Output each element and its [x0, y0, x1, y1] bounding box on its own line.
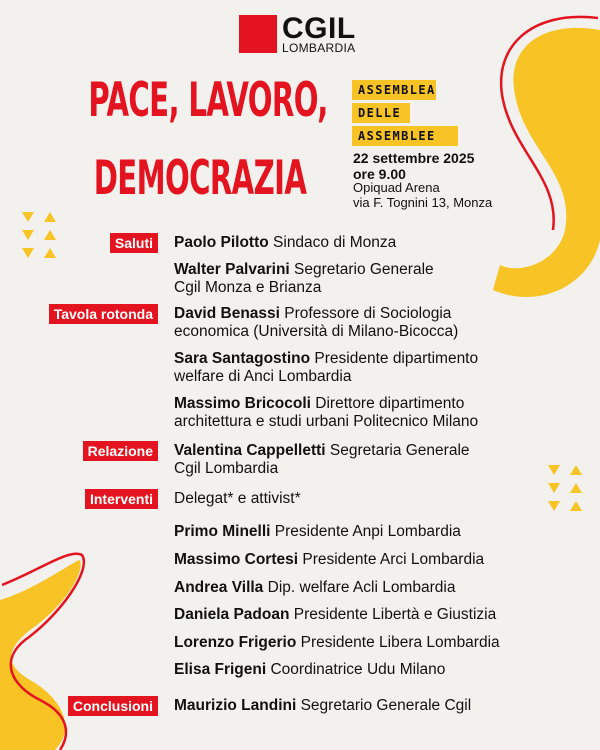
label-interventi: Interventi	[85, 489, 158, 509]
speaker-role: Segretario Generale Cgil	[300, 697, 472, 714]
top-right-swirl	[493, 28, 600, 297]
program-entry	[174, 579, 455, 597]
speaker-name: Walter Palvarini	[174, 261, 290, 278]
program-entry	[174, 442, 470, 478]
event-venue: Opiquad Arena	[353, 180, 440, 195]
speaker-role: Presidente dipartimento	[314, 350, 479, 367]
speaker-role: Presidente Anpi Lombardia	[274, 523, 461, 540]
speaker-name: Lorenzo Frigerio	[174, 634, 297, 651]
triangle-deco	[44, 248, 56, 258]
speaker-name: Primo Minelli	[174, 523, 271, 540]
triangle-deco	[548, 465, 560, 475]
speaker-role: Segretario Generale	[294, 261, 434, 278]
event-badge-3: ASSEMBLEE	[352, 126, 458, 146]
speaker-role: Presidente Arci Lombardia	[302, 551, 485, 568]
program-entry	[174, 551, 484, 569]
speaker-role: Direttore dipartimento	[315, 395, 465, 412]
triangle-deco	[570, 501, 582, 511]
speaker-role: Segretaria Generale	[329, 442, 470, 459]
speaker-role: Coordinatrice Udu Milano	[270, 661, 446, 678]
program-entry	[174, 697, 471, 715]
speaker-role: Presidente Libertà e Giustizia	[293, 606, 497, 623]
logo-square	[239, 15, 277, 53]
headline-line-1: PACE, LAVORO,	[88, 73, 328, 128]
triangle-deco	[570, 483, 582, 493]
program-entry	[174, 634, 500, 652]
event-badge-2: DELLE	[352, 103, 410, 123]
triangle-deco	[548, 501, 560, 511]
speaker-name: Massimo Cortesi	[174, 551, 299, 568]
event-address: via F. Tognini 13, Monza	[353, 195, 493, 210]
program-entry	[174, 350, 478, 386]
label-conclusioni: Conclusioni	[68, 696, 158, 716]
program-entry	[174, 305, 458, 341]
interventi-desc: Delegat* e attivist*	[174, 490, 301, 507]
event-time: ore 9.00	[353, 166, 406, 182]
label-tavola-rotonda: Tavola rotonda	[49, 304, 158, 324]
speaker-name: Andrea Villa	[174, 579, 264, 596]
speaker-role-line-2: architettura e studi urbani Politecnico Milano	[174, 413, 479, 430]
speaker-name: Paolo Pilotto	[174, 234, 269, 251]
program-entry	[174, 490, 301, 508]
triangle-deco	[548, 483, 560, 493]
speaker-role: Presidente Libera Lombardia	[300, 634, 500, 651]
program-entry	[174, 661, 445, 679]
speaker-role: Sindaco di Monza	[273, 234, 397, 251]
event-date: 22 settembre 2025	[353, 150, 475, 166]
triangle-deco	[22, 230, 34, 240]
speaker-role-line-2: welfare di Anci Lombardia	[174, 368, 352, 385]
triangle-deco	[44, 212, 56, 222]
label-saluti: Saluti	[110, 233, 158, 253]
speaker-name: Valentina Cappelletti	[174, 442, 326, 459]
triangle-deco	[22, 212, 34, 222]
label-relazione: Relazione	[83, 441, 158, 461]
triangle-deco	[22, 248, 34, 258]
triangle-deco	[570, 465, 582, 475]
logo-brand: CGIL	[282, 12, 356, 45]
event-badge-1: ASSEMBLEA	[352, 80, 436, 100]
logo-region: LOMBARDIA	[282, 41, 356, 55]
program-entry	[174, 606, 496, 624]
triangle-deco	[44, 230, 56, 240]
speaker-name: Daniela Padoan	[174, 606, 290, 623]
speaker-role-line-2: economica (Università di Milano-Bicocca)	[174, 323, 459, 340]
speaker-name: Massimo Bricocoli	[174, 395, 311, 412]
program-entry	[174, 234, 396, 252]
headline-line-2: DEMOCRAZIA	[93, 151, 307, 206]
program-entry	[174, 395, 478, 431]
program-entry	[174, 261, 434, 297]
program-entry	[174, 523, 461, 541]
speaker-name: Sara Santagostino	[174, 350, 311, 367]
speaker-role-line-2: Cgil Monza e Brianza	[174, 279, 322, 296]
speaker-name: Maurizio Landini	[174, 697, 297, 714]
speaker-role: Dip. welfare Acli Lombardia	[267, 579, 456, 596]
speaker-name: David Benassi	[174, 305, 280, 322]
speaker-name: Elisa Frigeni	[174, 661, 267, 678]
speaker-role: Professore di Sociologia	[284, 305, 452, 322]
speaker-role-line-2: Cgil Lombardia	[174, 460, 279, 477]
